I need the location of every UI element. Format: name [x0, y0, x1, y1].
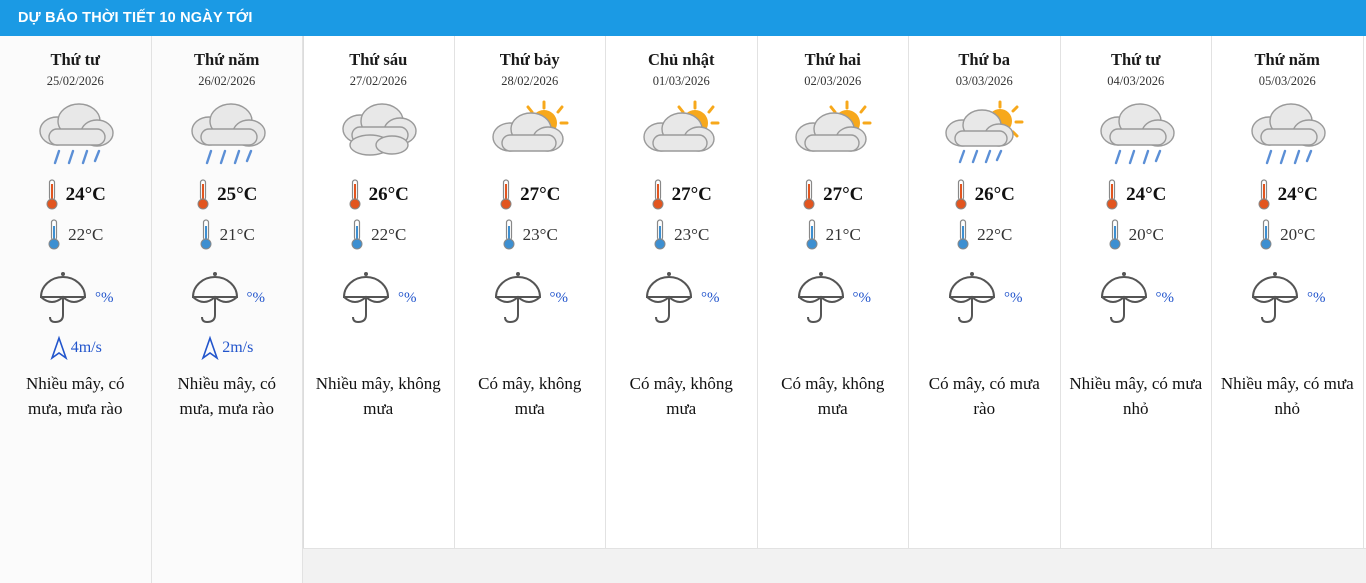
- low-temp: 22°C: [68, 225, 104, 244]
- low-temp-row: [653, 215, 709, 255]
- rain-probability: °%: [549, 289, 568, 306]
- high-temp-row: [1105, 175, 1166, 215]
- low-temp-row: [1108, 215, 1164, 255]
- umbrella-icon: [340, 269, 392, 327]
- low-temp-row: [199, 215, 255, 255]
- high-temp: 24°C: [1126, 184, 1167, 205]
- low-temp: 23°C: [674, 225, 710, 244]
- high-temp: 24°C: [65, 184, 106, 205]
- rain-probability: °%: [1004, 289, 1023, 306]
- high-temp: 26°C: [368, 184, 409, 205]
- low-temp: 20°C: [1128, 225, 1164, 244]
- day-description: Nhiều mây, có mưa nhỏ: [1069, 374, 1203, 418]
- wind-speed: 2m/s: [222, 339, 254, 356]
- day-description: Nhiều mây, có mưa, mưa rào: [25, 374, 125, 418]
- rain-cloud-icon: [1088, 97, 1184, 175]
- rain-probability: °%: [95, 289, 114, 306]
- day-date: 25/02/2026: [46, 74, 104, 88]
- forecast-day-card[interactable]: [1061, 36, 1213, 583]
- day-date: 02/03/2026: [804, 74, 862, 88]
- rain-probability-row: [189, 265, 266, 331]
- low-temp: 21°C: [219, 225, 255, 244]
- umbrella-icon: [37, 269, 89, 327]
- rain-probability: °%: [852, 289, 871, 306]
- footer-strip: [303, 548, 1366, 583]
- high-temp-row: [45, 175, 106, 215]
- sun-behind-cloud-icon: [482, 97, 578, 175]
- rain-probability-row: [492, 265, 569, 331]
- forecast-day-card[interactable]: [152, 36, 304, 583]
- rain-probability: °%: [246, 289, 265, 306]
- forecast-day-card[interactable]: [303, 36, 455, 583]
- low-temp: 23°C: [522, 225, 558, 244]
- wind-arrow-icon: [49, 335, 69, 361]
- high-temp: 24°C: [1277, 184, 1318, 205]
- day-description: Có mây, không mưa: [629, 374, 733, 418]
- day-date: 05/03/2026: [1258, 74, 1316, 88]
- day-date: 03/03/2026: [955, 74, 1013, 88]
- thermometer-cold-icon: [653, 218, 667, 252]
- rain-probability: °%: [398, 289, 417, 306]
- high-temp: 25°C: [217, 184, 258, 205]
- thermometer-cold-icon: [805, 218, 819, 252]
- umbrella-icon: [1098, 269, 1150, 327]
- day-date: 28/02/2026: [501, 74, 559, 88]
- low-temp-row: [956, 215, 1012, 255]
- umbrella-icon: [946, 269, 998, 327]
- rain-probability-row: [1249, 265, 1326, 331]
- wind-row: [49, 331, 102, 365]
- high-temp-row: [802, 175, 863, 215]
- rain-probability: °%: [701, 289, 720, 306]
- day-description: Có mây, không mưa: [478, 374, 582, 418]
- day-date: 01/03/2026: [652, 74, 710, 88]
- high-temp: 26°C: [974, 184, 1015, 205]
- day-name: Thứ hai: [804, 50, 861, 69]
- thermometer-hot-icon: [45, 178, 59, 212]
- low-temp-row: [502, 215, 558, 255]
- thermometer-cold-icon: [47, 218, 61, 252]
- low-temp: 20°C: [1280, 225, 1316, 244]
- low-temp: 22°C: [977, 225, 1013, 244]
- day-description: Nhiều mây, có mưa, mưa rào: [177, 374, 276, 418]
- day-name: Thứ tư: [1110, 50, 1161, 69]
- rain-probability-row: [643, 265, 720, 331]
- high-temp: 27°C: [671, 184, 712, 205]
- day-name: Thứ bảy: [499, 50, 560, 69]
- high-temp-row: [1257, 175, 1318, 215]
- low-temp-row: [47, 215, 103, 255]
- high-temp-row: [196, 175, 257, 215]
- thermometer-cold-icon: [502, 218, 516, 252]
- page-title: DỰ BÁO THỜI TIẾT 10 NGÀY TỚI: [18, 10, 253, 26]
- low-temp: 22°C: [371, 225, 407, 244]
- day-name: Thứ ba: [958, 50, 1011, 69]
- rain-cloud-icon: [179, 97, 275, 175]
- rain-probability-row: [340, 265, 417, 331]
- cloudy-icon: [330, 97, 426, 175]
- thermometer-cold-icon: [350, 218, 364, 252]
- day-name: Thứ năm: [194, 50, 260, 69]
- rain-cloud-icon: [27, 97, 123, 175]
- thermometer-hot-icon: [196, 178, 210, 212]
- wind-row: [200, 331, 253, 365]
- day-description: Nhiều mây, không mưa: [315, 374, 441, 418]
- thermometer-hot-icon: [954, 178, 968, 212]
- day-date: 04/03/2026: [1107, 74, 1165, 88]
- high-temp-row: [499, 175, 560, 215]
- forecast-day-list: [0, 36, 1366, 583]
- day-date: 27/02/2026: [349, 74, 407, 88]
- high-temp-row: [348, 175, 409, 215]
- sun-behind-cloud-icon: [785, 97, 881, 175]
- wind-arrow-icon: [200, 335, 220, 361]
- day-name: Thứ sáu: [349, 50, 408, 69]
- thermometer-hot-icon: [1257, 178, 1271, 212]
- day-description: Có mây, không mưa: [781, 374, 885, 418]
- thermometer-hot-icon: [802, 178, 816, 212]
- rain-probability-row: [37, 265, 114, 331]
- high-temp-row: [651, 175, 712, 215]
- umbrella-icon: [189, 269, 241, 327]
- low-temp-row: [350, 215, 406, 255]
- day-date: 26/02/2026: [198, 74, 256, 88]
- rain-probability: °%: [1155, 289, 1174, 306]
- thermometer-cold-icon: [199, 218, 213, 252]
- day-name: Chủ nhật: [648, 50, 715, 69]
- low-temp-row: [805, 215, 861, 255]
- day-name: Thứ tư: [50, 50, 101, 69]
- sun-behind-cloud-icon: [633, 97, 729, 175]
- rain-probability-row: [795, 265, 872, 331]
- rain-probability-row: [946, 265, 1023, 331]
- thermometer-cold-icon: [1108, 218, 1122, 252]
- forecast-day-card[interactable]: [0, 36, 152, 583]
- thermometer-hot-icon: [499, 178, 513, 212]
- sun-behind-rain-cloud-icon: [936, 97, 1032, 175]
- forecast-day-card[interactable]: [758, 36, 910, 583]
- rain-cloud-icon: [1239, 97, 1335, 175]
- forecast-day-card[interactable]: [455, 36, 607, 583]
- forecast-day-card[interactable]: [1212, 36, 1364, 583]
- thermometer-hot-icon: [348, 178, 362, 212]
- high-temp: 27°C: [520, 184, 561, 205]
- rain-probability-row: [1098, 265, 1175, 331]
- thermometer-hot-icon: [1105, 178, 1119, 212]
- forecast-day-card[interactable]: [606, 36, 758, 583]
- day-description: Có mây, có mưa rào: [928, 374, 1040, 418]
- widget-header: [0, 0, 1366, 36]
- rain-probability: °%: [1307, 289, 1326, 306]
- thermometer-cold-icon: [1259, 218, 1273, 252]
- high-temp: 27°C: [823, 184, 864, 205]
- thermometer-hot-icon: [651, 178, 665, 212]
- umbrella-icon: [492, 269, 544, 327]
- forecast-day-card[interactable]: [909, 36, 1061, 583]
- high-temp-row: [954, 175, 1015, 215]
- day-description: Nhiều mây, có mưa nhỏ: [1220, 374, 1354, 418]
- low-temp: 21°C: [825, 225, 861, 244]
- low-temp-row: [1259, 215, 1315, 255]
- umbrella-icon: [643, 269, 695, 327]
- umbrella-icon: [1249, 269, 1301, 327]
- thermometer-cold-icon: [956, 218, 970, 252]
- wind-speed: 4m/s: [70, 339, 102, 356]
- umbrella-icon: [795, 269, 847, 327]
- day-name: Thứ năm: [1254, 50, 1320, 69]
